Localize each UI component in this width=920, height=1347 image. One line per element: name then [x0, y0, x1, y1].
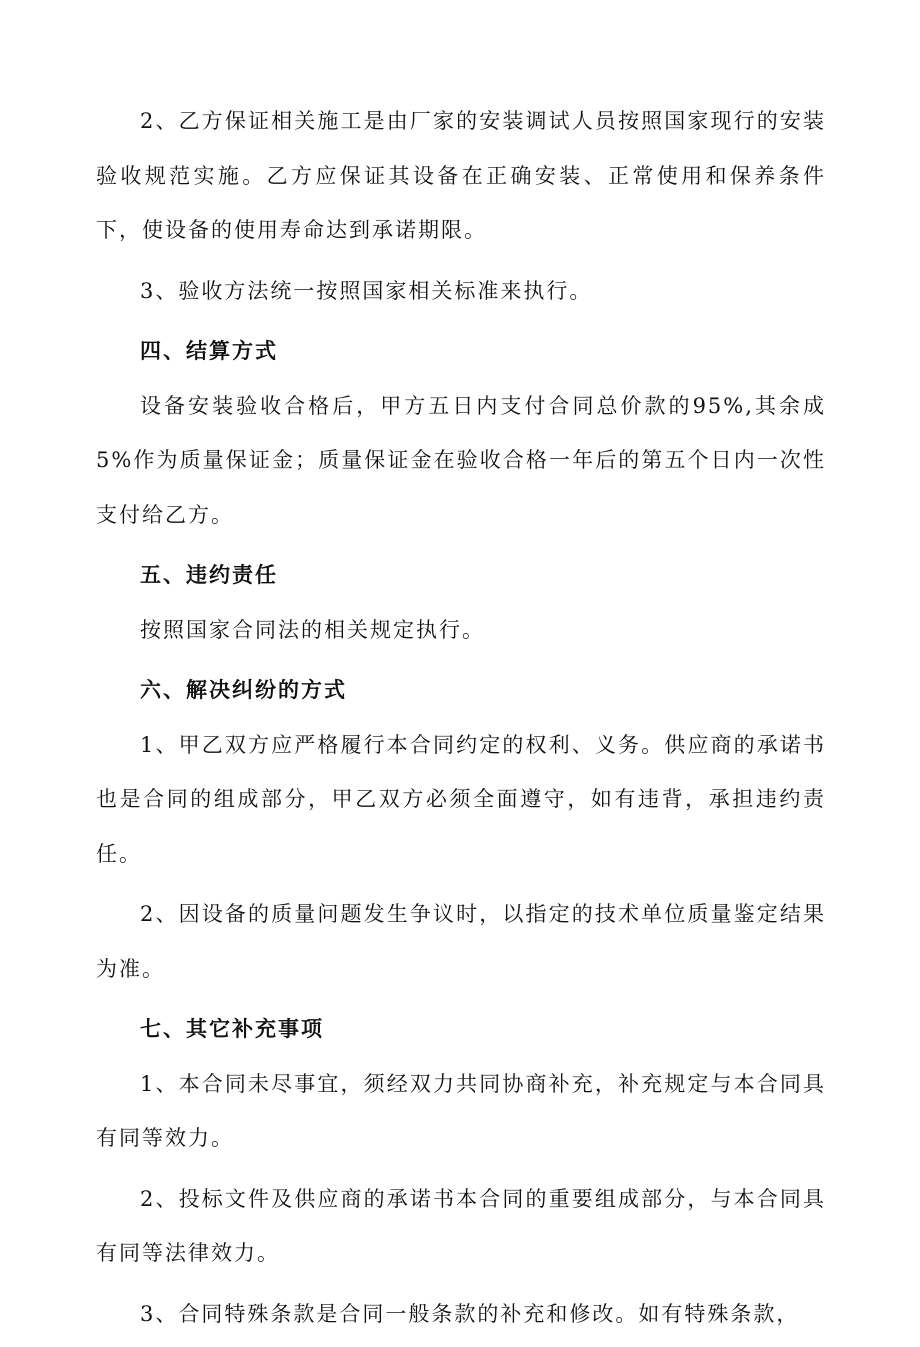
dispute-clause-2: 2、因设备的质量问题发生争议时，以指定的技术单位质量鉴定结果为准。 — [96, 902, 826, 981]
settlement-paragraph: 设备安装验收合格后，甲方五日内支付合同总价款的95%,其余成5%作为质量保证金；质量保证金在验收合格一年后的第五个日内一次性支付给乙方。 — [96, 393, 826, 527]
clause-3-acceptance-method: 3、验收方法统一按照国家相关标准来执行。 — [140, 278, 593, 303]
liability-paragraph: 按照国家合同法的相关规定执行。 — [140, 617, 485, 642]
section-heading-supplementary: 七、其它补充事项 — [140, 1017, 324, 1041]
supplementary-clause-3: 3、合同特殊条款是合同一般条款的补充和修改。如有特殊条款， — [140, 1301, 800, 1326]
supplementary-clause-2: 2、投标文件及供应商的承诺书本合同的重要组成部分，与本合同具有同等法律效力。 — [96, 1186, 826, 1265]
section-heading-settlement: 四、结算方式 — [140, 339, 278, 363]
section-heading-liability: 五、违约责任 — [140, 563, 278, 587]
dispute-clause-1: 1、甲乙双方应严格履行本合同约定的权利、义务。供应商的承诺书也是合同的组成部分，甲乙双方必须全面遵守，如有违背，承担违约责任。 — [96, 732, 826, 866]
section-heading-dispute: 六、解决纠纷的方式 — [140, 678, 347, 702]
clause-2-acceptance-installation: 2、乙方保证相关施工是由厂家的安装调试人员按照国家现行的安装验收规范实施。乙方应保证其设备在正确安装、正常使用和保养条件下，使设备的使用寿命达到承诺期限。 — [96, 109, 826, 242]
supplementary-clause-1: 1、本合同未尽事宜，须经双力共同协商补充，补充规定与本合同具有同等效力。 — [96, 1071, 826, 1150]
